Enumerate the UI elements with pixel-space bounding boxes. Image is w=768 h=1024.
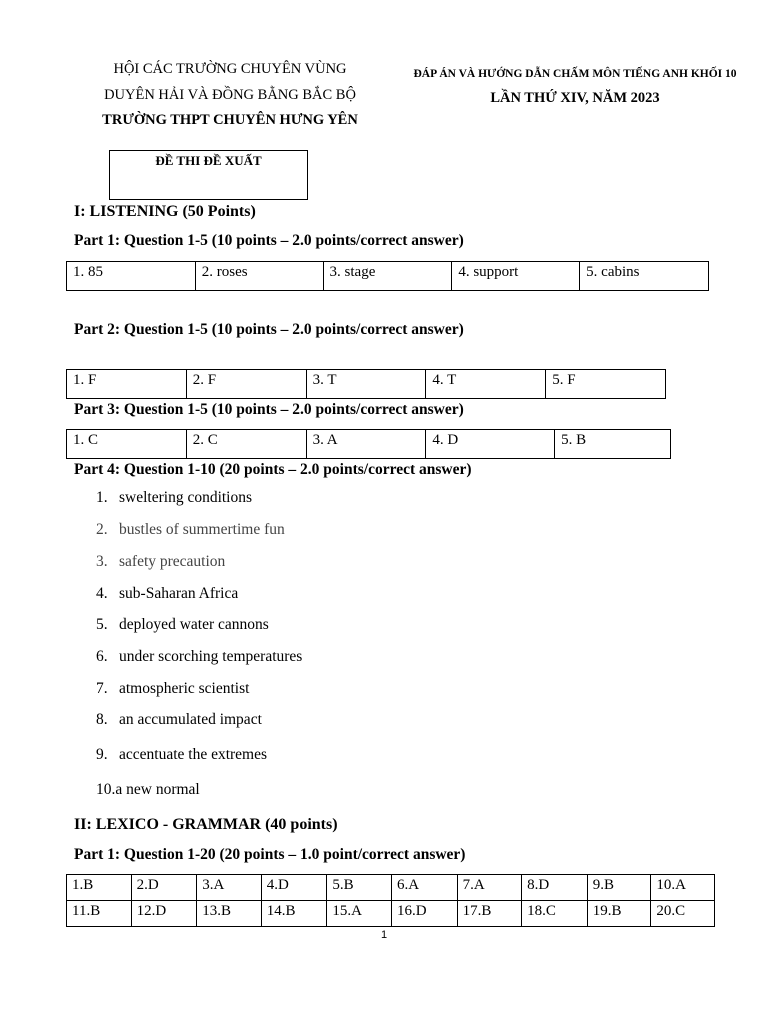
list-item: 7. atmospheric scientist (96, 680, 250, 697)
list-item: 9. accentuate the extremes (96, 746, 268, 763)
table-cell: 2.D (131, 875, 197, 901)
document-title: ĐÁP ÁN VÀ HƯỚNG DẪN CHẤM MÔN TIẾNG ANH KHỐI 10 (413, 68, 737, 80)
table-cell: 3. A (306, 430, 426, 459)
listening-part2-table (66, 369, 666, 399)
table-cell: 7.A (457, 875, 522, 901)
list-item: 6. under scorching temperatures (96, 648, 303, 665)
section-listening-title: I: LISTENING (50 Points) (74, 203, 256, 220)
table-cell: 17.B (457, 901, 522, 927)
organization-name-line1: HỘI CÁC TRƯỜNG CHUYÊN VÙNG (113, 61, 347, 77)
table-cell: 11.B (67, 901, 132, 927)
table-cell: 18.C (522, 901, 588, 927)
table-cell: 19.B (587, 901, 651, 927)
table-cell: 3. stage (323, 262, 452, 291)
table-cell: 12.D (131, 901, 197, 927)
list-item: 3. safety precaution (96, 553, 226, 570)
listening-part3-table (66, 429, 671, 459)
table-cell: 3. T (306, 370, 426, 399)
table-cell: 5. B (555, 430, 671, 459)
table-row (67, 262, 709, 291)
table-row (67, 370, 666, 399)
organization-name-line2: DUYÊN HẢI VÀ ĐỒNG BẰNG BẮC BỘ (104, 87, 356, 103)
table-cell: 1. F (67, 370, 187, 399)
table-cell: 4. support (452, 262, 580, 291)
table-cell: 1.B (67, 875, 132, 901)
table-cell: 4. T (426, 370, 546, 399)
table-cell: 9.B (587, 875, 651, 901)
table-cell: 4.D (261, 875, 327, 901)
school-name: TRƯỜNG THPT CHUYÊN HƯNG YÊN (102, 112, 358, 128)
list-item: 1. sweltering conditions (96, 489, 253, 506)
table-cell: 10.A (651, 875, 715, 901)
table-cell: 1. C (67, 430, 187, 459)
table-cell: 5.B (327, 875, 392, 901)
page-number: 1 (380, 929, 388, 941)
grammar-part1-table (66, 874, 715, 927)
list-item: 2. bustles of summertime fun (96, 521, 285, 538)
list-item: 8. an accumulated impact (96, 711, 262, 728)
table-cell: 3.A (197, 875, 262, 901)
table-cell: 20.C (651, 901, 715, 927)
listening-part3-title: Part 3: Question 1-5 (10 points – 2.0 points/correct answer) (74, 401, 464, 418)
proposed-exam-label: ĐỀ THI ĐỀ XUẤT (155, 153, 262, 168)
table-cell: 2. roses (195, 262, 323, 291)
proposed-exam-box (109, 150, 308, 200)
list-item: 10.a new normal (96, 781, 200, 798)
table-cell: 5. cabins (580, 262, 709, 291)
listening-part4-title: Part 4: Question 1-10 (20 points – 2.0 points/correct answer) (74, 461, 472, 478)
table-cell: 8.D (522, 875, 588, 901)
table-cell: 14.B (261, 901, 327, 927)
list-item: 4. sub-Saharan Africa (96, 585, 239, 602)
table-cell: 13.B (197, 901, 262, 927)
table-cell: 1. 85 (67, 262, 196, 291)
table-row (67, 875, 715, 901)
section-grammar-title: II: LEXICO - GRAMMAR (40 points) (74, 816, 338, 833)
table-cell: 15.A (327, 901, 392, 927)
document-subtitle: LẦN THỨ XIV, NĂM 2023 (490, 90, 660, 106)
table-row (67, 901, 715, 927)
table-cell: 6.A (391, 875, 457, 901)
listening-part1-title: Part 1: Question 1-5 (10 points – 2.0 points/correct answer) (74, 232, 464, 249)
listening-part2-title: Part 2: Question 1-5 (10 points – 2.0 points/correct answer) (74, 321, 464, 338)
listening-part1-table (66, 261, 709, 291)
grammar-part1-title: Part 1: Question 1-20 (20 points – 1.0 point/correct answer) (74, 846, 466, 863)
table-cell: 2. F (186, 370, 306, 399)
list-item: 5. deployed water cannons (96, 616, 269, 633)
table-cell: 16.D (391, 901, 457, 927)
table-cell: 2. C (186, 430, 306, 459)
table-cell: 4. D (426, 430, 555, 459)
table-row (67, 430, 671, 459)
table-cell: 5. F (546, 370, 666, 399)
